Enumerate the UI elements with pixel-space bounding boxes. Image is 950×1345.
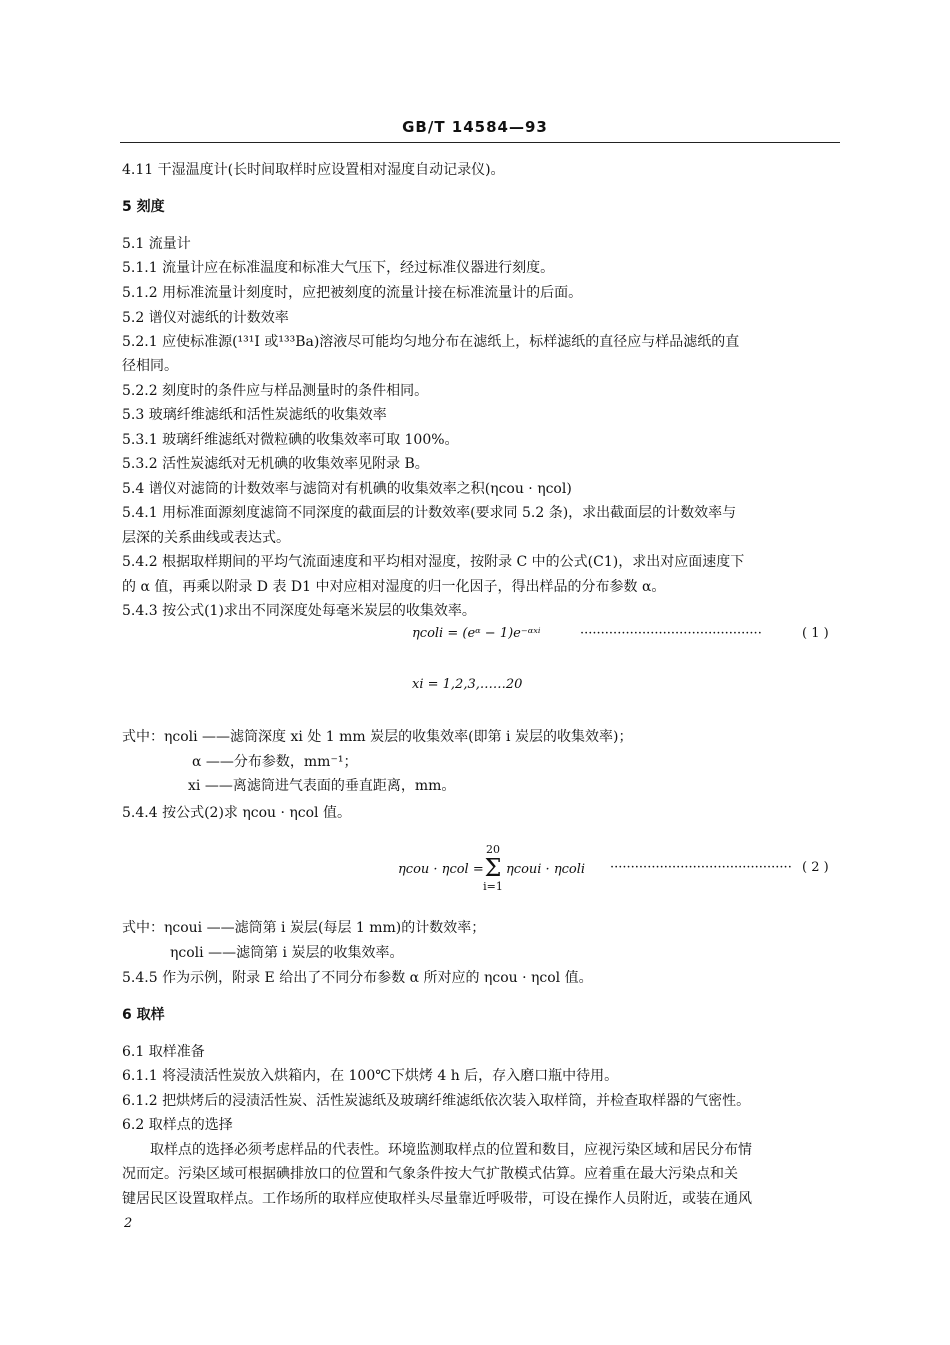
summation <box>482 843 504 893</box>
formula-2-leader: ············································ <box>610 860 792 875</box>
clause-6-1: 6.1 取样准备 <box>122 1044 205 1060</box>
summation-upper-limit: 20 <box>486 843 500 856</box>
section-6-heading: 6 取样 <box>122 1007 165 1023</box>
clause-5-3-2: 5.3.2 活性炭滤纸对无机碘的收集效率见附录 B。 <box>122 456 429 472</box>
paragraph-6-2-line-1: 取样点的选择必须考虑样品的代表性。环境监测取样点的位置和数目，应视污染区域和居民分布情 <box>150 1142 752 1158</box>
clause-5-4-3: 5.4.3 按公式(1)求出不同深度处每毫米炭层的收集效率。 <box>122 603 476 619</box>
section-5-heading: 5 刻度 <box>122 199 165 215</box>
summation-lower-limit: i=1 <box>483 880 503 893</box>
where-1-alpha: α ——分布参数，mm⁻¹； <box>192 754 358 770</box>
formula-2-number: ( 2 ) <box>802 860 829 875</box>
clause-5-4-1: 5.4.1 用标准面源刻度滤筒不同深度的截面层的计数效率(要求同 5.2 条)，求出截面层的计数效率与 <box>122 505 737 521</box>
where-1-coli: 式中：ηcoli ——滤筒深度 xi 处 1 mm 炭层的收集效率(即第 i 炭层的收集效率)； <box>122 729 633 745</box>
paragraph-6-2-line-3: 键居民区设置取样点。工作场所的取样应使取样头尽量靠近呼吸带，可设在操作人员附近，或装在通风 <box>122 1191 752 1207</box>
clause-5-4-4: 5.4.4 按公式(2)求 ηcou · ηcol 值。 <box>122 805 351 821</box>
where-1-xi: xi ——离滤筒进气表面的垂直距离，mm。 <box>188 778 456 794</box>
where-2-coui: 式中：ηcoui ——滤筒第 i 炭层(每层 1 mm)的计数效率； <box>122 920 486 936</box>
clause-6-2: 6.2 取样点的选择 <box>122 1117 233 1133</box>
clause-5-4-1-cont: 层深的关系曲线或表达式。 <box>122 530 290 546</box>
clause-5-4-5: 5.4.5 作为示例，附录 E 给出了不同分布参数 α 所对应的 ηcou · ηcol 值。 <box>122 970 593 986</box>
where-2-coli: ηcoli ——滤筒第 i 炭层的收集效率。 <box>170 945 404 961</box>
clause-5-1-1: 5.1.1 流量计应在标准温度和标准大气压下，经过标准仪器进行刻度。 <box>122 260 555 276</box>
summation-sign: Σ <box>484 854 502 882</box>
clause-6-1-1: 6.1.1 将浸渍活性炭放入烘箱内，在 100℃下烘烤 4 h 后，存入磨口瓶中待用。 <box>122 1068 619 1084</box>
page-number: 2 <box>124 1216 133 1231</box>
clause-5-1-2: 5.1.2 用标准流量计刻度时，应把被刻度的流量计接在标准流量计的后面。 <box>122 285 583 301</box>
clause-5-2-1: 5.2.1 应使标准源(¹³¹I 或¹³³Ba)溶液尽可能均匀地分布在滤纸上，标样滤纸的直径应与样品滤纸的直 <box>122 334 740 350</box>
formula-1-range: xi = 1,2,3,……20 <box>412 677 523 692</box>
clause-5-4-2: 5.4.2 根据取样期间的平均气流面速度和平均相对湿度，按附录 C 中的公式(C1)，求出对应面速度下 <box>122 554 745 570</box>
formula-1-number: ( 1 ) <box>802 626 829 641</box>
clause-5-4-2-cont: 的 α 值，再乘以附录 D 表 D1 中对应相对湿度的归一化因子，得出样品的分布参数 α。 <box>122 579 666 595</box>
clause-6-1-2: 6.1.2 把烘烤后的浸渍活性炭、活性炭滤纸及玻璃纤维滤纸依次装入取样筒，并检查取样器的气密性。 <box>122 1093 751 1109</box>
formula-2-left: ηcou · ηcol = <box>398 862 484 877</box>
clause-5-3-1: 5.3.1 玻璃纤维滤纸对微粒碘的收集效率可取 100%。 <box>122 432 459 448</box>
clause-5-2-1-cont: 径相同。 <box>122 358 178 374</box>
paragraph-6-2-line-2: 况而定。污染区域可根据碘排放口的位置和气象条件按大气扩散模式估算。应着重在最大污染点和关 <box>122 1166 738 1182</box>
clause-5-2-2: 5.2.2 刻度时的条件应与样品测量时的条件相同。 <box>122 383 429 399</box>
clause-5-2: 5.2 谱仪对滤纸的计数效率 <box>122 310 289 326</box>
header-rule <box>120 142 840 143</box>
standard-number-header: GB/T 14584—93 <box>402 118 548 136</box>
formula-1-leader: ············································ <box>580 626 762 641</box>
clause-5-1: 5.1 流量计 <box>122 236 191 252</box>
formula-1: ηcoli = (eᵅ − 1)e⁻ᵅˣⁱ <box>412 626 541 641</box>
clause-5-4: 5.4 谱仪对滤筒的计数效率与滤筒对有机碘的收集效率之积(ηcou · ηcol) <box>122 481 572 497</box>
formula-2-right: ηcoui · ηcoli <box>506 862 586 877</box>
clause-5-3: 5.3 玻璃纤维滤纸和活性炭滤纸的收集效率 <box>122 407 387 423</box>
clause-4-11: 4.11 干湿温度计(长时间取样时应设置相对湿度自动记录仪)。 <box>122 162 505 178</box>
